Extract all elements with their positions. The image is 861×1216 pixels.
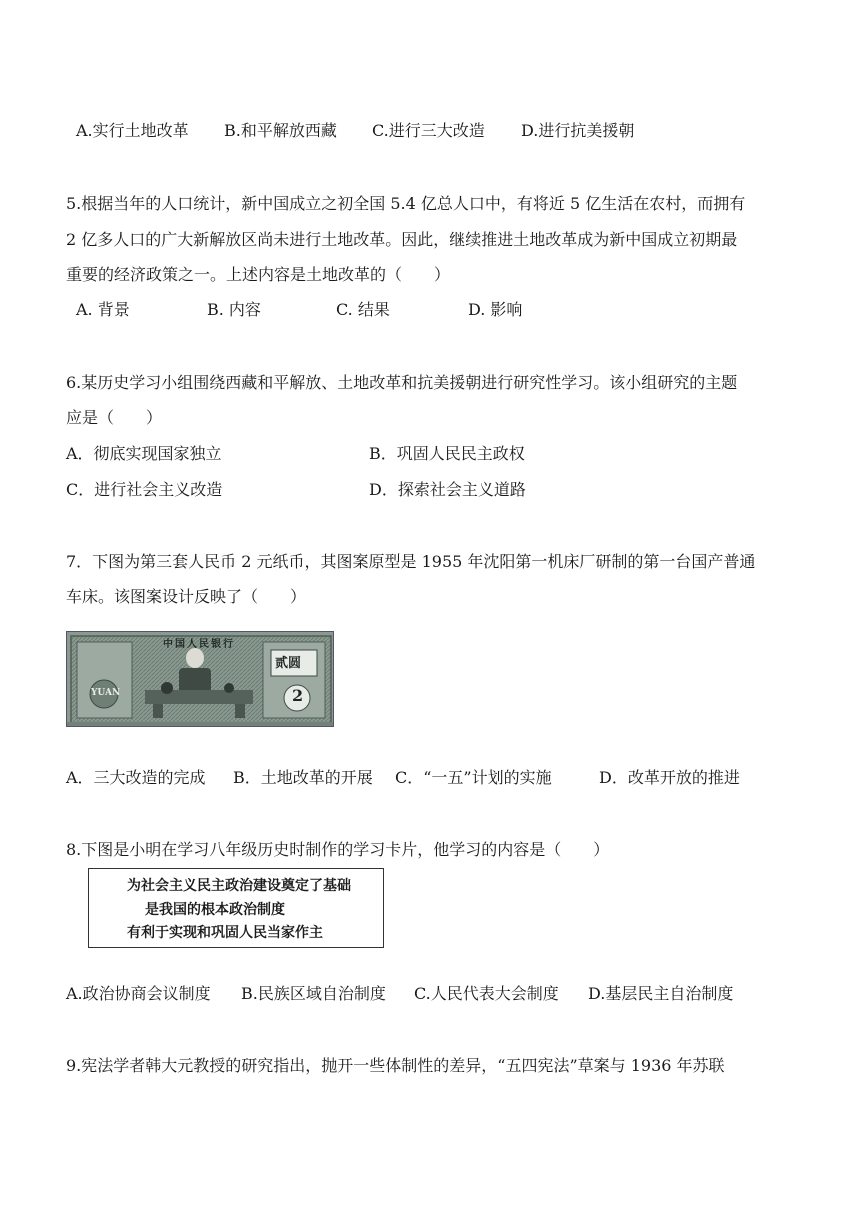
banknote-yuan-label: YUAN	[91, 688, 121, 698]
q7-option-b: B．土地改革的开展	[233, 768, 373, 787]
study-card-line-1: 为社会主义民主政治建设奠定了基础	[127, 878, 351, 894]
q4-option-a: A.实行土地改革	[76, 121, 189, 140]
q8-option-a: A.政治协商会议制度	[66, 984, 211, 1003]
q7-option-a: A．三大改造的完成	[66, 768, 206, 787]
q7-stem-line-1: 7．下图为第三套人民币 2 元纸币，其图案原型是 1955 年沈阳第一机床厂研制的第一台国产普通	[66, 552, 756, 571]
study-card	[88, 868, 384, 948]
q7-option-c: C．“一五”计划的实施	[395, 768, 552, 787]
q6-stem-line-1: 6.某历史学习小组围绕西藏和平解放、土地改革和抗美援朝进行研究性学习。该小组研究的主题	[66, 373, 738, 392]
banknote-denomination-number: 2	[292, 686, 304, 705]
q4-option-c: C.进行三大改造	[372, 121, 485, 140]
q6-option-d: D．探索社会主义道路	[369, 480, 526, 499]
q5-option-b: B. 内容	[207, 300, 261, 319]
banknote-bank-name: 中国人民银行	[163, 639, 235, 650]
q8-stem-line-1: 8.下图是小明在学习八年级历史时制作的学习卡片，他学习的内容是（ ）	[66, 840, 610, 859]
study-card-line-3: 有利于实现和巩固人民当家作主	[127, 925, 323, 941]
two-yuan-banknote-image	[66, 631, 334, 727]
q6-option-c: C．进行社会主义改造	[66, 480, 223, 499]
q5-option-c: C. 结果	[336, 300, 390, 319]
q6-stem-line-2: 应是（ ）	[66, 408, 163, 427]
q5-stem-line-1: 5.根据当年的人口统计，新中国成立之初全国 5.4 亿总人口中，有将近 5 亿生活在农村，而拥有	[66, 194, 746, 213]
q7-option-d: D．改革开放的推进	[599, 768, 740, 787]
q8-option-b: B.民族区域自治制度	[241, 984, 386, 1003]
q9-stem-line-1: 9.宪法学者韩大元教授的研究指出，抛开一些体制性的差异，“五四宪法”草案与 1936 年苏联	[66, 1056, 725, 1075]
q7-stem-line-2: 车床。该图案设计反映了（ ）	[66, 587, 307, 606]
q5-option-a: A. 背景	[76, 300, 130, 319]
q8-option-d: D.基层民主自治制度	[588, 984, 734, 1003]
q6-option-a: A．彻底实现国家独立	[66, 444, 222, 463]
q5-option-d: D. 影响	[468, 300, 523, 319]
q8-option-c: C.人民代表大会制度	[414, 984, 559, 1003]
q4-option-b: B.和平解放西藏	[224, 121, 337, 140]
q4-option-d: D.进行抗美援朝	[521, 121, 635, 140]
q5-stem-line-2: 2 亿多人口的广大新解放区尚未进行土地改革。因此，继续推进土地改革成为新中国成立初期最	[66, 230, 738, 249]
study-card-line-2: 是我国的根本政治制度	[145, 902, 285, 918]
q5-stem-line-3: 重要的经济政策之一。上述内容是土地改革的（ ）	[66, 265, 451, 284]
q6-option-b: B．巩固人民民主政权	[369, 444, 525, 463]
banknote-denomination-cn: 贰圆	[275, 656, 302, 671]
